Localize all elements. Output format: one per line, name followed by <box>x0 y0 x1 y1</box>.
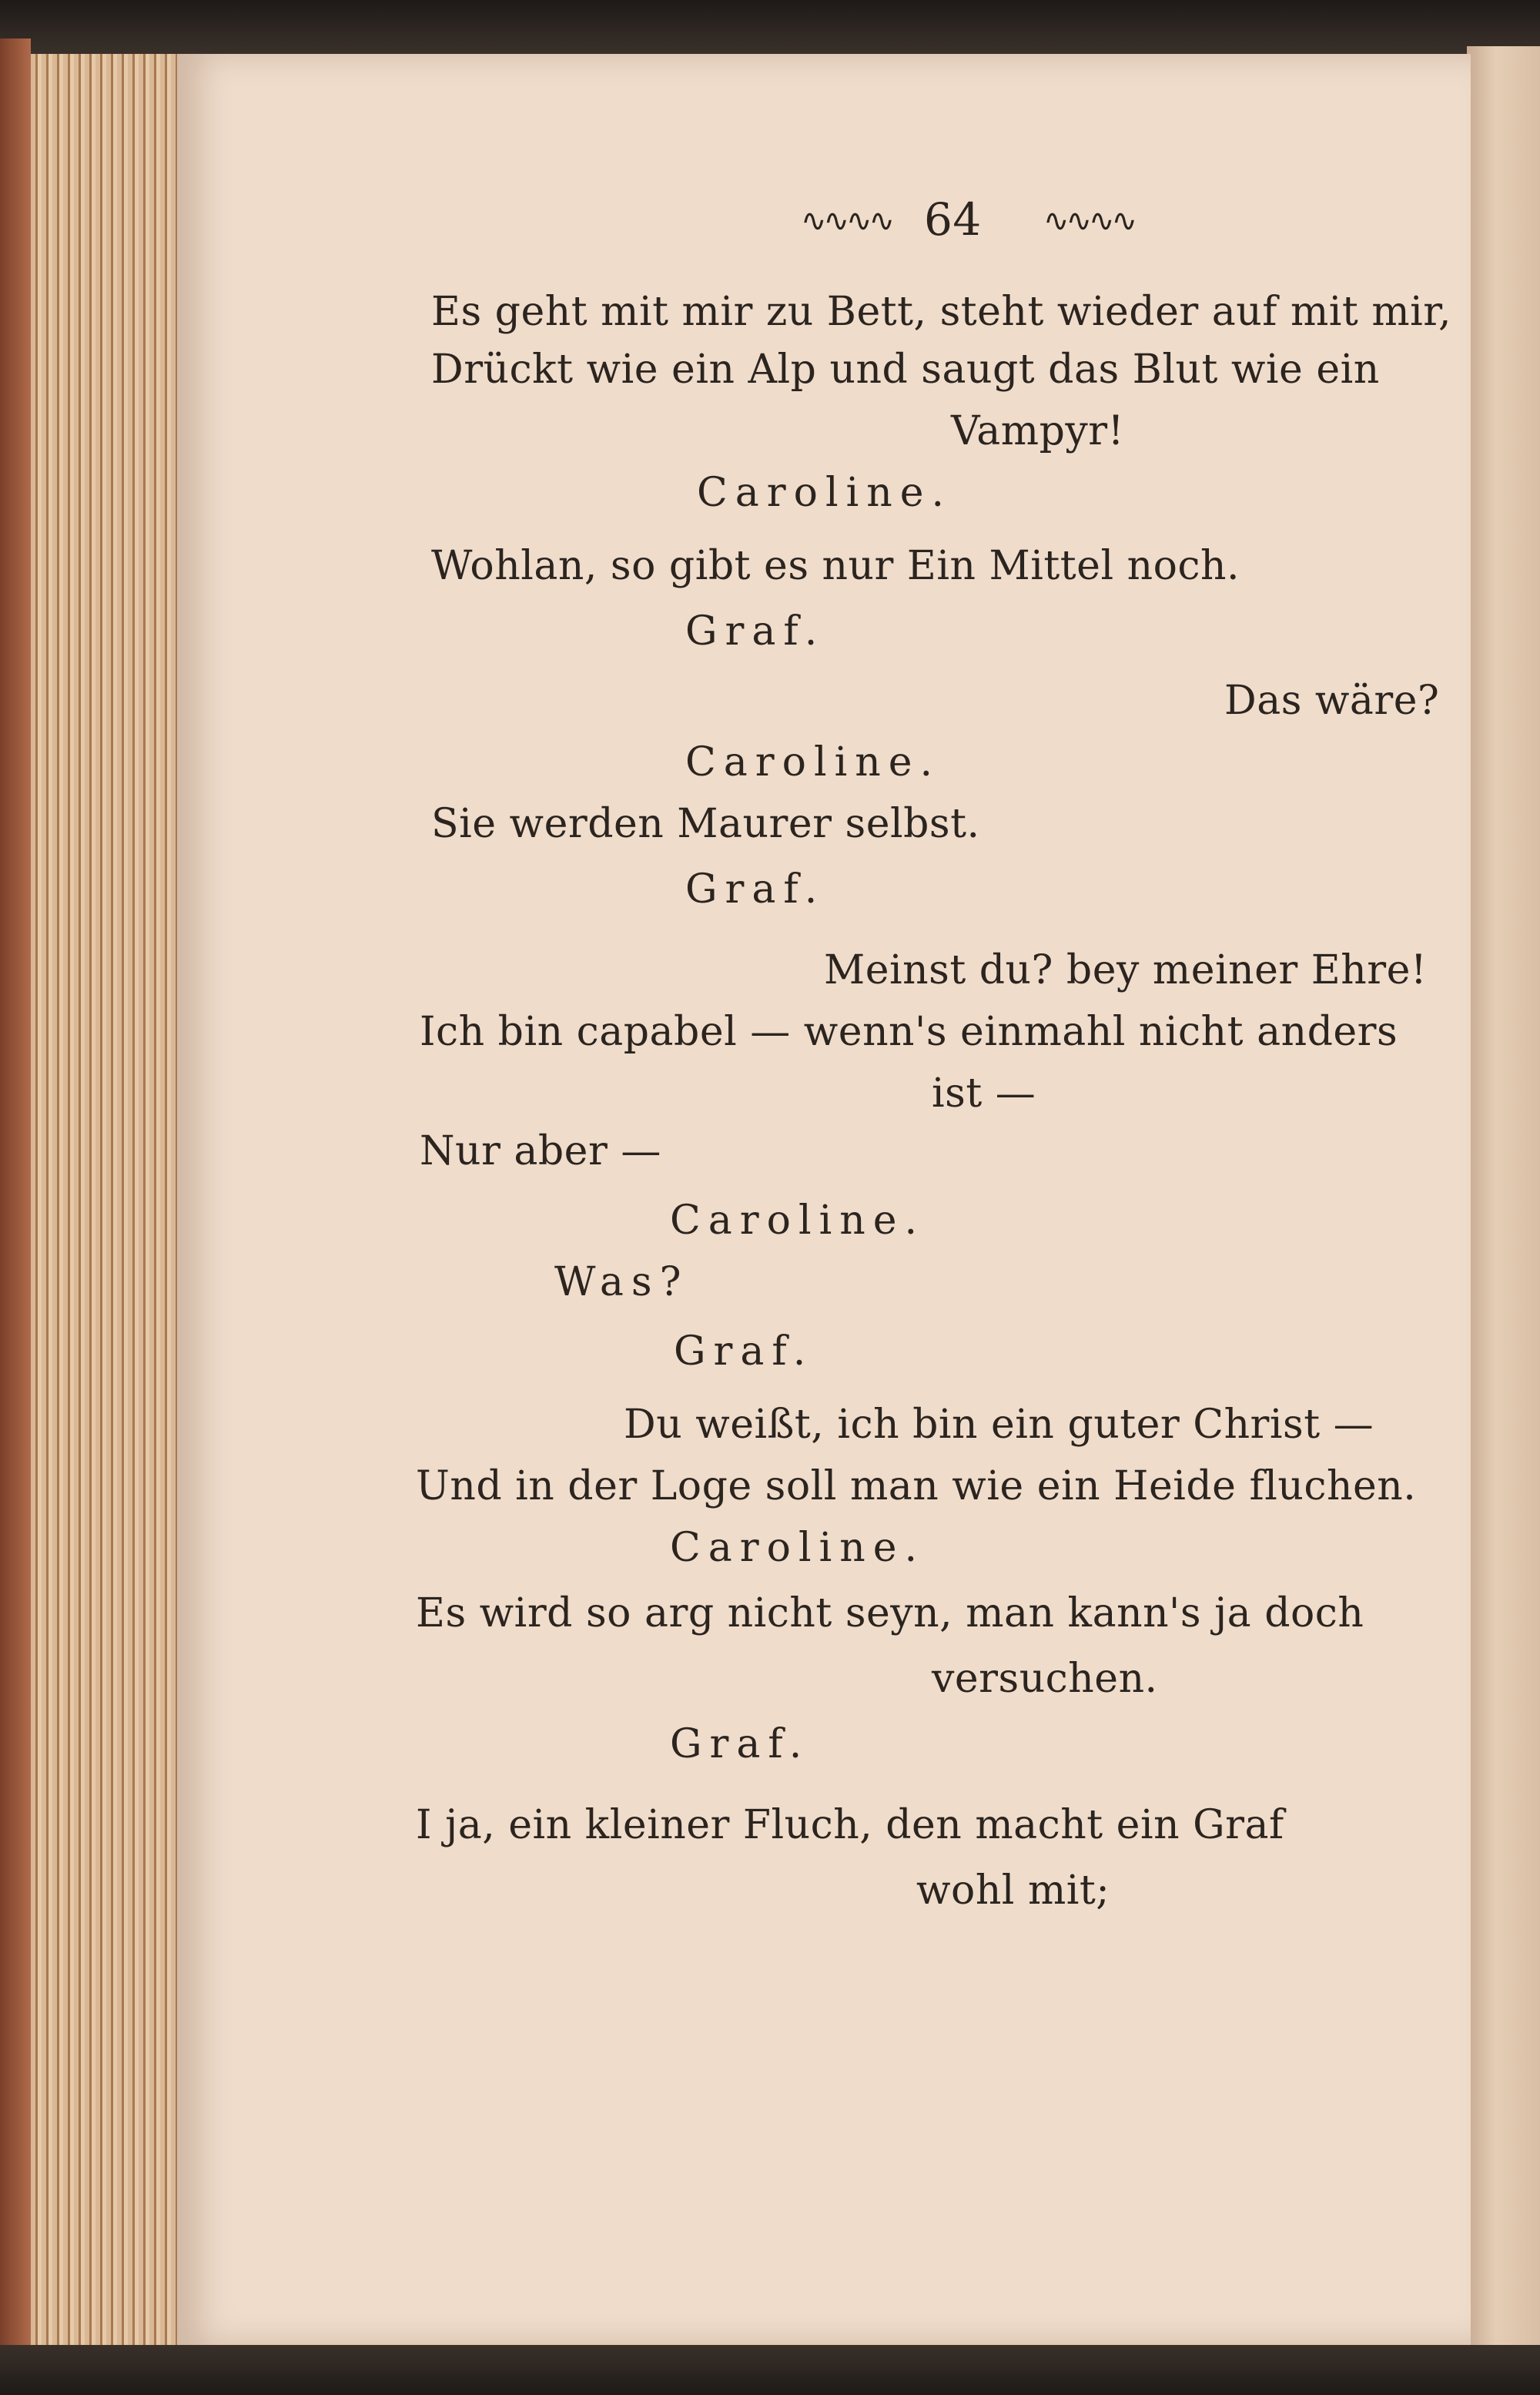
verse-line: I ja, ein kleiner Fluch, den macht ein Graf <box>416 1802 1284 1848</box>
verse-line: Nur aber — <box>420 1128 661 1174</box>
verse-line: Wohlan, so gibt es nur Ein Mittel noch. <box>431 543 1240 589</box>
verse-line: Es wird so arg nicht seyn, man kann's ja doch <box>416 1590 1364 1636</box>
page-stack <box>31 54 185 2349</box>
verse-line: Und in der Loge soll man wie ein Heide fluchen. <box>416 1463 1417 1509</box>
speaker-name: Caroline. <box>697 470 952 516</box>
speaker-name: Graf. <box>685 608 825 655</box>
speaker-name: Was? <box>554 1259 689 1305</box>
book-binding-bottom <box>0 2345 1540 2395</box>
page-number: 64 <box>924 193 982 246</box>
verse-line: versuchen. <box>932 1656 1158 1702</box>
verse-line: Das wäre? <box>1224 678 1440 724</box>
verse-line: Ich bin capabel — wenn's einmahl nicht anders <box>420 1009 1398 1055</box>
speaker-name: Caroline. <box>670 1525 926 1571</box>
ornament-right: ∿∿∿∿ <box>1043 203 1135 239</box>
speaker-name: Graf. <box>670 1721 810 1767</box>
speaker-name: Graf. <box>674 1328 814 1375</box>
verse-line: ist — <box>932 1070 1036 1117</box>
verse-line: Es geht mit mir zu Bett, steht wieder auf mit mir, <box>431 289 1451 335</box>
ornament-left: ∿∿∿∿ <box>801 203 892 239</box>
facing-page-edge <box>1467 46 1540 2349</box>
verse-line: wohl mit; <box>916 1867 1110 1914</box>
speaker-name: Caroline. <box>670 1198 926 1244</box>
verse-line: Meinst du? bey meiner Ehre! <box>824 947 1428 993</box>
speaker-name: Caroline. <box>685 739 941 785</box>
speaker-name: Graf. <box>685 866 825 913</box>
book-binding-top <box>0 0 1540 54</box>
book-cover-edge <box>0 39 31 2349</box>
verse-line: Drückt wie ein Alp und saugt das Blut wie ein <box>431 347 1380 393</box>
verse-line: Vampyr! <box>951 408 1125 454</box>
verse-line: Du weißt, ich bin ein guter Christ — <box>624 1402 1374 1448</box>
verse-line: Sie werden Maurer selbst. <box>431 801 980 847</box>
